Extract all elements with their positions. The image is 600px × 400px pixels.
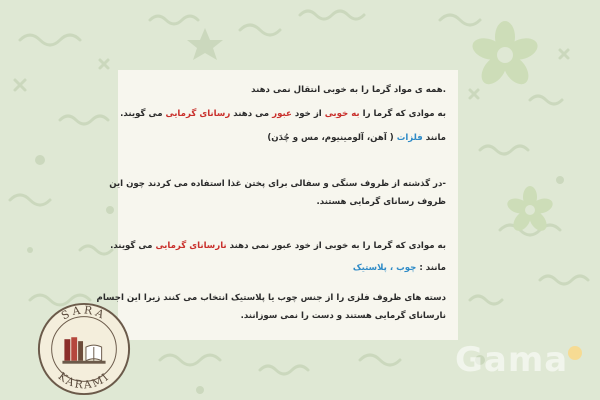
watermark-logo: Gama xyxy=(455,340,569,380)
content-card xyxy=(96,70,458,340)
sara-karami-logo xyxy=(35,300,133,398)
logo-top-text: SARA xyxy=(59,303,109,323)
highlight-wood-plastic: چوب ، پلاستیک xyxy=(352,263,417,273)
text-line-9: نارسانای گرمایی هستند و دست را نمی سوزانند. xyxy=(240,311,446,321)
highlight-insulator: نارسانای گرمایی xyxy=(155,241,227,251)
highlight-well: به خوبی xyxy=(324,109,360,119)
highlight-pass: عبور xyxy=(272,109,292,119)
text-line-3: مانند فلزات ( آهن، آلومینیوم، مس و چُدَن) xyxy=(267,133,446,143)
text-line-4: -در گذشته از ظروف سنگی و سفالی برای پختن غذا استفاده می کردند چون این xyxy=(109,179,446,189)
text-line-5: ظروف رسانای گرمایی هستند. xyxy=(316,197,446,207)
highlight-conductor: رسانای گرمایی xyxy=(165,109,231,119)
watermark-dot xyxy=(568,346,582,360)
text-line-8: دسته های ظروف فلزی را از جنس چوب یا پلاستیک انتخاب می کنند زیرا این اجسام xyxy=(96,293,446,303)
text-line-6: به موادی که گرما را به خوبی از خود عبور نمی دهند نارسانای گرمایی می گویند. xyxy=(110,241,446,251)
logo-bottom-text: KARAMI xyxy=(55,369,113,392)
highlight-metals: فلزات xyxy=(396,133,423,143)
text-line-1: .همه ی مواد گرما را به خوبی انتقال نمی دهند xyxy=(251,85,446,95)
text-line-2: به موادی که گرما را به خوبی از خود عبور می دهند رسانای گرمایی می گویند. xyxy=(120,109,446,119)
text-line-7: مانند : چوب ، پلاستیک xyxy=(352,263,446,273)
